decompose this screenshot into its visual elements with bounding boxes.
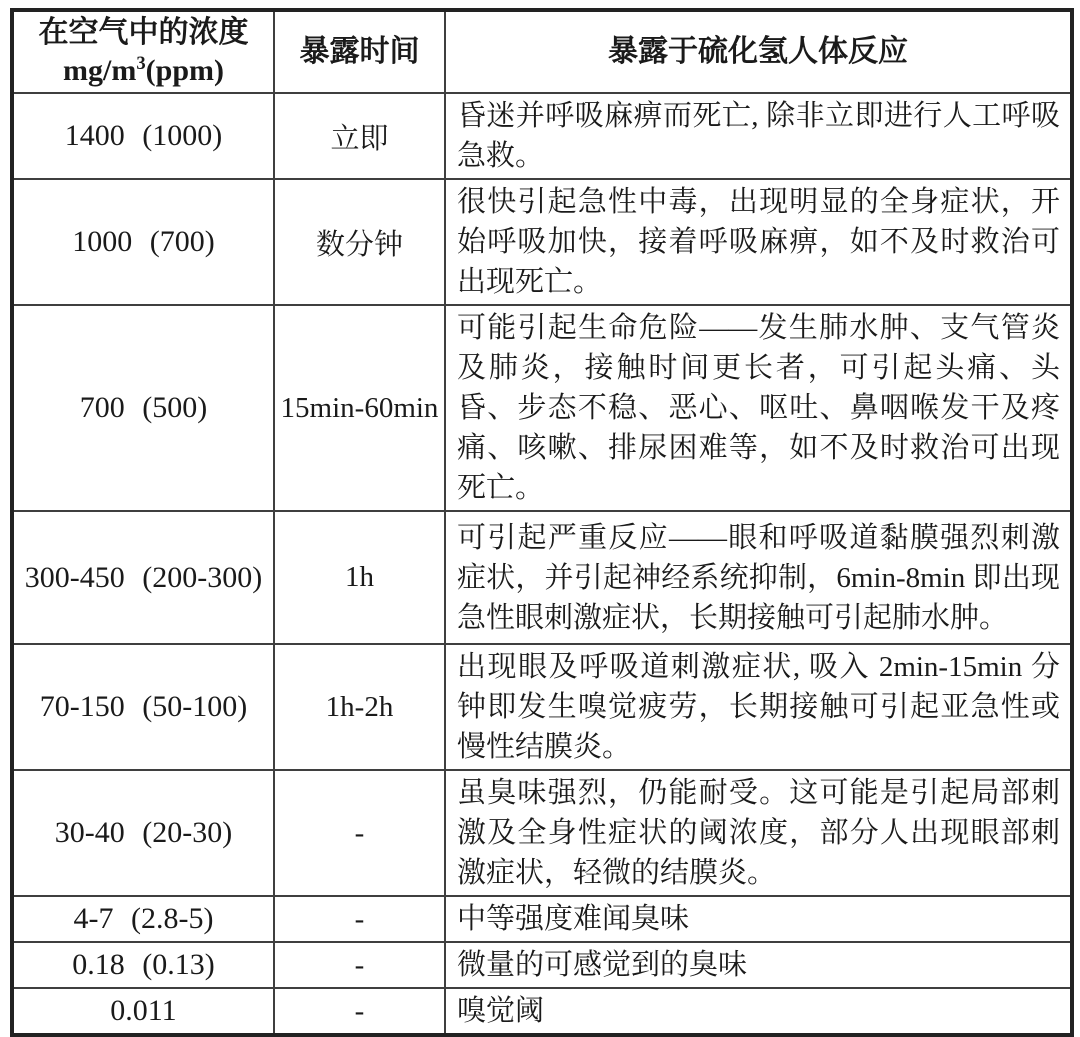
exposure-cell: 1h-2h <box>274 644 445 770</box>
reaction-cell: 虽臭味强烈，仍能耐受。这可能是引起局部刺激及全身性症状的阈浓度，部分人出现眼部刺激症状，轻微的结膜炎。 <box>445 770 1072 896</box>
exposure-cell: 1h <box>274 511 445 644</box>
table-row <box>12 644 1072 770</box>
concentration-cell: 1000 (700) <box>12 179 274 305</box>
exposure-cell: 数分钟 <box>274 179 445 305</box>
concentration-cell: 4-7 (2.8-5) <box>12 896 274 942</box>
table-row <box>12 770 1072 896</box>
table-row <box>12 511 1072 644</box>
exposure-cell: - <box>274 942 445 988</box>
exposure-cell: - <box>274 770 445 896</box>
reaction-cell: 昏迷并呼吸麻痹而死亡, 除非立即进行人工呼吸急救。 <box>445 93 1072 179</box>
reaction-cell: 嗅觉阈 <box>445 988 1072 1035</box>
reaction-cell: 出现眼及呼吸道刺激症状, 吸入 2min-15min 分钟即发生嗅觉疲劳，长期接触可引起亚急性或慢性结膜炎。 <box>445 644 1072 770</box>
unit-superscript: 3 <box>136 53 146 74</box>
concentration-cell: 300-450 (200-300) <box>12 511 274 644</box>
concentration-cell: 0.011 <box>12 988 274 1035</box>
reaction-cell: 微量的可感觉到的臭味 <box>445 942 1072 988</box>
table-row <box>12 305 1072 511</box>
header-concentration-unit: $mg/m^3(ppm)$ <box>63 53 224 87</box>
header-row <box>12 10 1072 93</box>
exposure-cell: 立即 <box>274 93 445 179</box>
table-row <box>12 93 1072 179</box>
exposure-cell: 15min-60min <box>274 305 445 511</box>
header-exposure-time: 暴露时间 <box>274 10 445 93</box>
exposure-cell: - <box>274 988 445 1035</box>
concentration-cell: 700 (500) <box>12 305 274 511</box>
concentration-cell: 0.18 (0.13) <box>12 942 274 988</box>
table-row <box>12 942 1072 988</box>
header-concentration-line1: 在空气中的浓度 <box>38 16 249 49</box>
table-row <box>12 988 1072 1035</box>
concentration-cell: 70-150 (50-100) <box>12 644 274 770</box>
h2s-exposure-table <box>10 8 1074 1037</box>
reaction-cell: 中等强度难闻臭味 <box>445 896 1072 942</box>
table-row <box>12 896 1072 942</box>
table-row <box>12 179 1072 305</box>
concentration-cell: 1400 (1000) <box>12 93 274 179</box>
reaction-cell: 可能引起生命危险——发生肺水肿、支气管炎及肺炎，接触时间更长者，可引起头痛、头昏、步态不稳、恶心、呕吐、鼻咽喉发干及疼痛、咳嗽、排尿困难等，如不及时救治可出现死亡。 <box>445 305 1072 511</box>
header-concentration <box>12 10 274 93</box>
reaction-cell: 很快引起急性中毒，出现明显的全身症状，开始呼吸加快，接着呼吸麻痹，如不及时救治可出现死亡。 <box>445 179 1072 305</box>
reaction-cell: 可引起严重反应——眼和呼吸道黏膜强烈刺激症状，并引起神经系统抑制，6min-8min 即出现急性眼刺激症状，长期接触可引起肺水肿。 <box>445 511 1072 644</box>
concentration-cell: 30-40 (20-30) <box>12 770 274 896</box>
header-reaction: 暴露于硫化氢人体反应 <box>445 10 1072 93</box>
exposure-cell: - <box>274 896 445 942</box>
